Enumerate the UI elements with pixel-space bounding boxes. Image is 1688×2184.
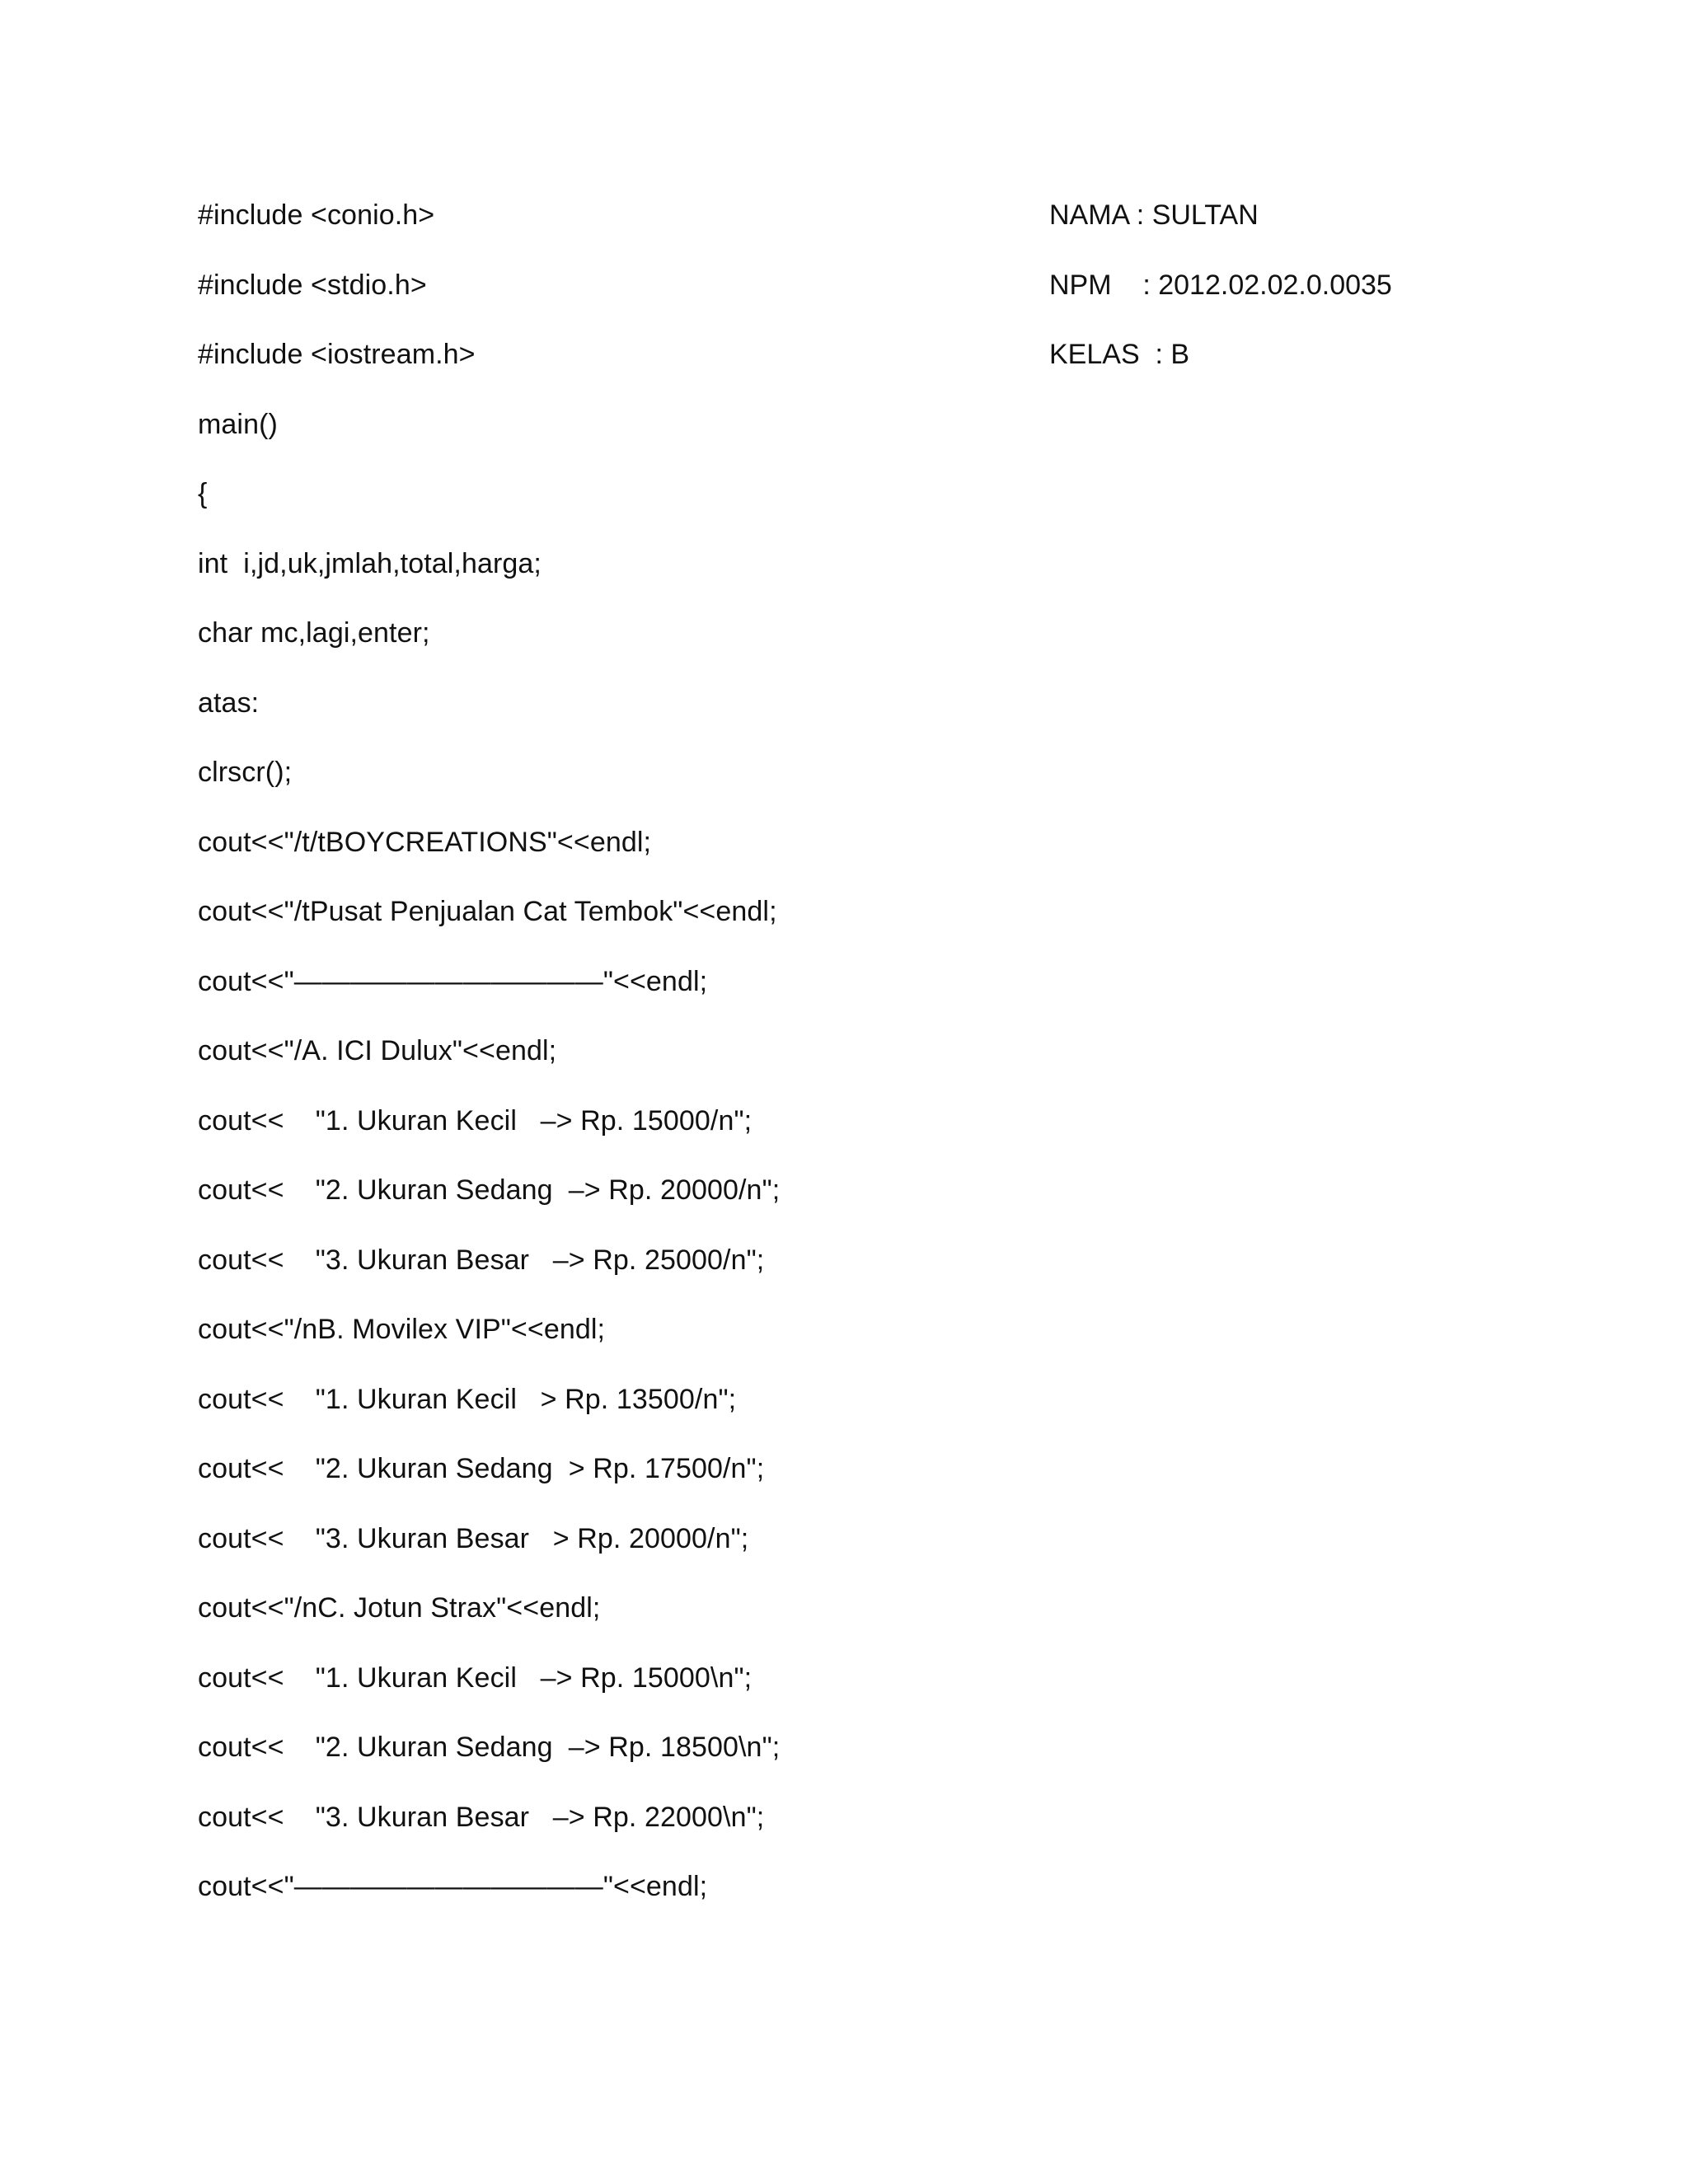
source-code xyxy=(198,194,1022,1936)
code-line: cout<< "2. Ukuran Sedang –> Rp. 20000/n"; xyxy=(198,1174,781,1206)
student-npm: NPM : 2012.02.02.0.0035 xyxy=(1049,269,1392,301)
code-line: cout<<"———————————"<<endl; xyxy=(198,1871,708,1902)
code-line: cout<< "2. Ukuran Sedang > Rp. 17500/n"; xyxy=(198,1453,765,1484)
code-line: main() xyxy=(198,408,278,440)
code-line: int i,jd,uk,jmlah,total,harga; xyxy=(198,547,542,579)
code-line: cout<< "3. Ukuran Besar –> Rp. 22000\n"; xyxy=(198,1801,765,1833)
code-line: cout<<"/nB. Movilex VIP"<<endl; xyxy=(198,1314,606,1345)
code-line: cout<<"/nC. Jotun Strax"<<endl; xyxy=(198,1592,601,1624)
code-line: cout<<"/A. ICI Dulux"<<endl; xyxy=(198,1035,557,1066)
student-identity xyxy=(1049,194,1626,404)
code-line: cout<< "1. Ukuran Kecil –> Rp. 15000/n"; xyxy=(198,1104,753,1137)
code-line: cout<< "1. Ukuran Kecil > Rp. 13500/n"; xyxy=(198,1383,737,1415)
code-line: #include <conio.h> xyxy=(198,199,435,231)
code-line: #include <stdio.h> xyxy=(198,269,427,301)
code-line: atas: xyxy=(198,687,260,719)
code-line: cout<< "3. Ukuran Besar –> Rp. 25000/n"; xyxy=(198,1244,765,1276)
code-line: cout<<"/t/tBOYCREATIONS"<<endl; xyxy=(198,826,652,858)
code-line: cout<<"———————————"<<endl; xyxy=(198,965,708,997)
code-line: char mc,lagi,enter; xyxy=(198,617,430,649)
code-line: clrscr(); xyxy=(198,757,293,788)
code-line: cout<< "2. Ukuran Sedang –> Rp. 18500\n"; xyxy=(198,1732,781,1763)
code-line: cout<<"/tPusat Penjualan Cat Tembok"<<endl; xyxy=(198,896,777,927)
code-line: { xyxy=(198,478,208,509)
code-line: cout<< "1. Ukuran Kecil –> Rp. 15000\n"; xyxy=(198,1661,753,1694)
code-line: cout<< "3. Ukuran Besar > Rp. 20000/n"; xyxy=(198,1522,749,1554)
student-class: KELAS : B xyxy=(1049,339,1190,370)
student-name: NAMA : SULTAN xyxy=(1049,199,1259,231)
code-line: #include <iostream.h> xyxy=(198,339,476,370)
